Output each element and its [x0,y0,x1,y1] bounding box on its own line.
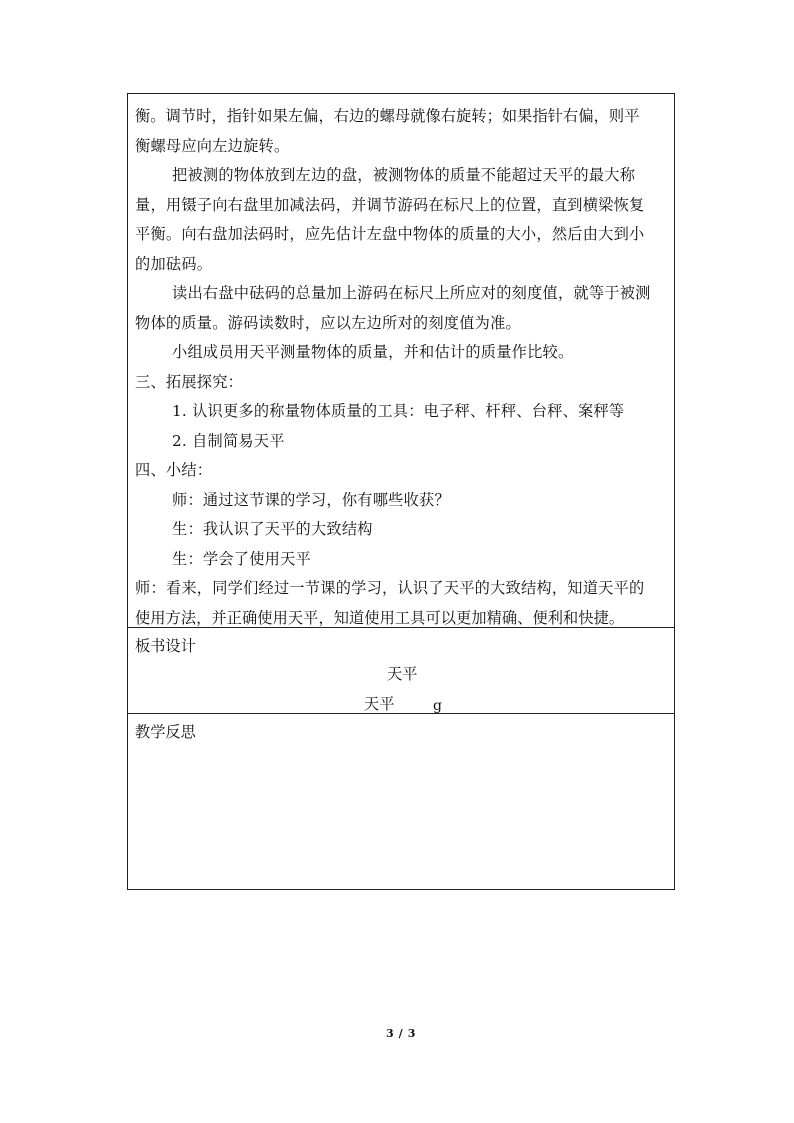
board-design-cell [128,627,674,713]
board-design-title: 天平 [387,665,418,683]
process-line-7: 读出右盘中砝码的总量加上游码在标尺上所应对的刻度值，就等于被测 [172,284,651,302]
process-line-3: 把被测的物体放到左边的盘，被测物体的质量不能超过天平的最大称 [172,166,636,184]
section-heading-extension: 三、拓展探究： [135,373,244,391]
teaching-reflection-cell [128,713,674,889]
process-line-2: 衡螺母应向左边旋转。 [135,137,290,155]
extension-item-2: 2. 自制简易天平 [172,432,285,450]
page-number: 3 / 3 [386,1027,416,1040]
process-line-6: 的加砝码。 [135,255,213,273]
board-design-label: 板书设计 [135,637,196,655]
section-heading-summary: 四、小结： [135,461,213,479]
teaching-reflection-label: 教学反思 [135,723,196,741]
process-line-5: 平衡。向右盘加法码时，应先估计左盘中物体的质量的大小，然后由大到小 [135,225,645,243]
student-answer-2: 生：学会了使用天平 [172,550,311,568]
student-answer-1: 生：我认识了天平的大致结构 [172,520,373,538]
board-design-unit: g [433,698,442,714]
process-line-1: 衡。调节时，指针如果左偏，右边的螺母就像右旋转；如果指针右偏，则平 [135,107,640,125]
process-line-4: 量，用镊子向右盘里加减法码，并调节游码在标尺上的位置，直到横梁恢复 [135,196,645,214]
process-line-9: 小组成员用天平测量物体的质量，并和估计的质量作比较。 [172,343,574,361]
board-design-balance-text: 天平 [364,695,395,713]
process-line-8: 物体的质量。游码读数时，应以左边所对的刻度值为准。 [135,314,521,332]
teaching-process-cell [128,94,674,627]
teacher-question: 师：通过这节课的学习，你有哪些收获？ [172,491,450,509]
teacher-summary-line-1: 师：看来，同学们经过一节课的学习，认识了天平的大致结构，知道天平的 [135,579,645,597]
lesson-plan-table [127,93,675,890]
extension-item-1: 1. 认识更多的称量物体质量的工具：电子秤、杆秤、台秤、案秤等 [172,402,625,420]
teacher-summary-line-2: 使用方法，并正确使用天平，知道使用工具可以更加精确、便利和快捷。 [135,609,625,627]
